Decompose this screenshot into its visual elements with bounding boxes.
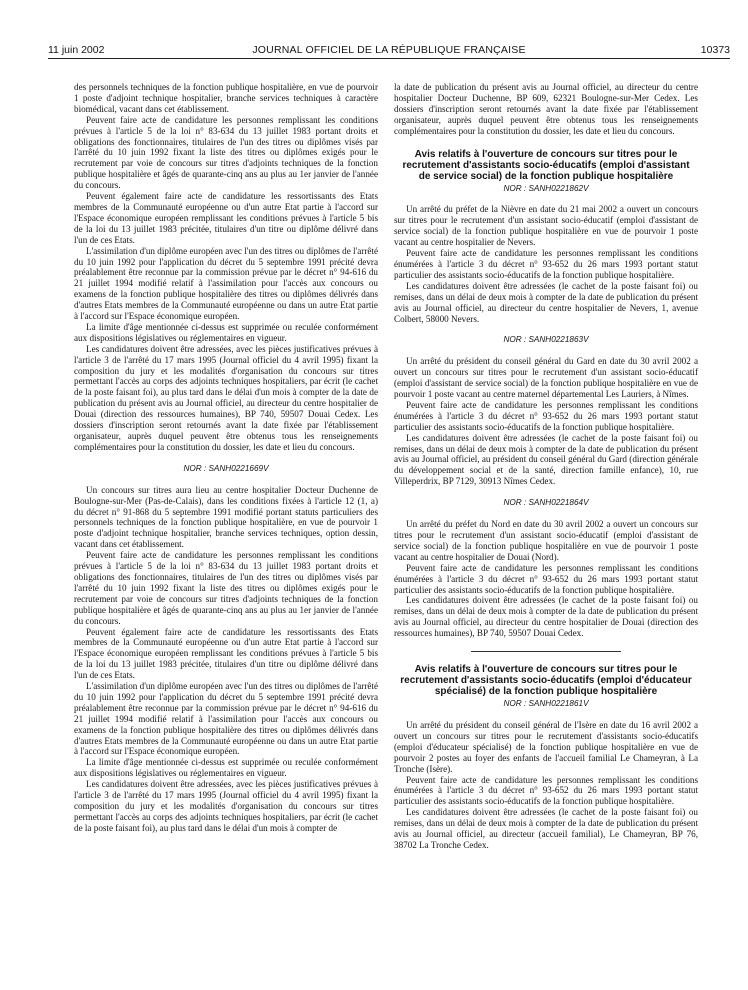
paragraph: Peuvent faire acte de candidature les personnes remplissant les conditions prévues à l'article 5 de la loi n° 83-634 du 13 juillet 1983 portant droits et obligations des fonctionnaires, titulaires de l'un des titres ou diplômes visés par l'arrêté du 10 juin 1992 fixant la liste des titres ou diplômes exigés pour le recrutement par voie de concours sur titres d'adjoints techniques de la fonction publique hospitalière et âgés de quarante-cinq ans au plus au 1er janvier de l'année du concours. <box>74 550 378 626</box>
paragraph: Peuvent également faire acte de candidature les ressortissants des Etats membres de la Communauté européenne ou d'un autre Etat partie à l'accord sur l'Espace économique européen remplissant les conditions prévues à l'article 5 bis de la loi du 13 juillet 1983 précitée, titulaires d'un titre ou diplôme délivré dans l'un de ces Etats. <box>74 191 378 245</box>
paragraph: Peuvent faire acte de candidature les personnes remplissant les conditions énumérées à l'article 3 du décret n° 93-652 du 26 mars 1993 portant statut particulier des assistants socio-éducatifs de la fonction publique hospitalière. <box>394 248 698 280</box>
paragraph: Les candidatures doivent être adressées (le cachet de la poste faisant foi) ou remises, dans un délai de deux mois à compter de la date de publication du présent avis au Journal officiel, au directeur du centre hospitalier de Douai (direction des ressources humaines), BP 740, 59507 Douai Cedex. <box>394 595 698 639</box>
paragraph: La limite d'âge mentionnée ci-dessus est supprimée ou reculée conformément aux dispositions législatives ou réglementaires en vigueur. <box>74 321 378 343</box>
paragraph: L'assimilation d'un diplôme européen avec l'un des titres ou diplômes de l'arrêté du 10 juin 1992 pour l'application du décret du 5 septembre 1991 précité devra préalablement être reconnue par la commission prévue par le décret n° 94-616 du 21 juillet 1994 modifié relatif à l'assimilation pour l'accès aux concours ou examens de la fonction publique hospitalière des titres ou diplômes délivrés dans d'autres Etats membres de la Communauté européenne ou dans un autre Etat partie à l'accord sur l'Espace économique européen. <box>74 681 378 757</box>
nor-reference: NOR : SANH0221861V <box>503 699 589 709</box>
paragraph: Les candidatures doivent être adressées, avec les pièces justificatives prévues à l'article 3 de l'arrêté du 17 mars 1995 (Journal officiel du 4 avril 1995) fixant la composition du jury et les modalités d'organisation du concours sur titres permettant l'accès au corps des adjoints techniques hospitaliers, par écrit (le cachet de la poste faisant foi), au plus tard dans le délai d'un mois à compter de la date de publication du présent avis au Journal officiel, au directeur du centre hospitalier de Douai (direction des ressources humaines), BP 740, 59507 Douai Cedex. Les dossiers d'inscription seront retournés avant la date fixée par l'établissement organisateur, auprès duquel peuvent être obtenus tous les renseignements complémentaires pour la constitution du dossier, les date et lieu du concours. <box>74 343 378 452</box>
paragraph: Les candidatures doivent être adressées (le cachet de la poste faisant foi) ou remises, dans un délai de deux mois à compter de la date de publication du présent avis au Journal officiel, au président du conseil général du Gard (direction générale du développement social et de la santé, direction famille enfance), 10, rue Villeperdrix, BP 7129, 30913 Nîmes Cedex. <box>394 432 698 487</box>
header-rule <box>48 58 730 59</box>
right-column <box>394 82 698 851</box>
paragraph: Peuvent faire acte de candidature les personnes remplissant les conditions énumérées à l'article 3 du décret n° 93-652 du 26 mars 1993 portant statut particulier des assistants socio-éducatifs de la fonction publique hospitalière. <box>394 399 698 432</box>
paragraph: Peuvent faire acte de candidature les personnes remplissant les conditions énumérées à l'article 3 du décret n° 93-652 du 26 mars 1993 portant statut particulier des assistants socio-éducatifs de la fonction publique hospitalière. <box>394 774 698 807</box>
left-column <box>74 82 378 834</box>
paragraph: Les candidatures doivent être adressées (le cachet de la poste faisant foi) ou remises, dans un délai de deux mois à compter de la date de publication du présent avis au Journal officiel, au directeur du centre hospitalier de Nevers, 1, avenue Colbert, 58000 Nevers. <box>394 280 698 324</box>
nor-reference: NOR : SANH0221862V <box>503 183 589 193</box>
paragraph: Un arrêté du préfet de la Nièvre en date du 21 mai 2002 a ouvert un concours sur titres pour le recrutement d'un assistant socio-éducatif (emploi d'assistant de service social) de la fonction publique hospitalière en vue de pourvoir 1 poste vacant au centre hospitalier de Nevers. <box>394 204 698 248</box>
nor-reference: NOR : SANH0221863V <box>503 335 589 345</box>
header-date: 11 juin 2002 <box>48 44 105 56</box>
paragraph: Un arrêté du président du conseil général de l'Isère en date du 16 avril 2002 a ouvert un concours sur titres pour le recrutement d'assistants socio-éducatifs (emploi d'éducateur spécialisé) de la fonction publique hospitalière en vue de pourvoir 2 postes au foyer des enfants de l'accueil familial Le Chameyran, à La Tronche (Isère). <box>394 719 698 774</box>
paragraph: Peuvent faire acte de candidature les personnes remplissant les conditions prévues à l'article 5 de la loi n° 83-634 du 13 juillet 1983 portant droits et obligations des fonctionnaires, titulaires de l'un des titres ou diplômes visés par l'arrêté du 10 juin 1992 fixant la liste des titres ou diplômes exigés pour le recrutement par voie de concours sur titres d'adjoints techniques de la fonction publique hospitalière et âgés de quarante-cinq ans au plus au 1er janvier de l'année du concours. <box>74 114 378 191</box>
paragraph: Un concours sur titres aura lieu au centre hospitalier Docteur Duchenne de Boulogne-sur-Mer (Pas-de-Calais), dans les conditions fixées à l'article 12 (1, a) du décret n° 91-868 du 5 septembre 1991 modifié portant statuts particuliers des personnels techniques de la fonction publique hospitalière, en vue de pourvoir 1 poste d'adjoint technique hospitalier, branche services techniques, option dessin, vacant dans cet établissement. <box>74 484 378 550</box>
paragraph: des personnels techniques de la fonction publique hospitalière, en vue de pourvoir 1 poste d'adjoint technique hospitalier, branche services techniques à caractère biomédical, vacant dans cet établissement. <box>74 82 378 114</box>
header-title: JOURNAL OFFICIEL DE LA RÉPUBLIQUE FRANÇAISE <box>252 44 526 56</box>
paragraph: Peuvent faire acte de candidature les personnes remplissant les conditions énumérées à l'article 3 du décret n° 93-652 du 26 mars 1993 portant statut particulier des assistants socio-éducatifs de la fonction publique hospitalière. <box>394 562 698 595</box>
section-separator <box>471 651 621 652</box>
paragraph: Peuvent également faire acte de candidature les ressortissants des Etats membres de la Communauté européenne ou d'un autre Etat partie à l'accord sur l'Espace économique européen remplissant les conditions prévues à l'article 5 bis de la loi du 13 juillet 1983 précitée, titulaires d'un titre ou diplôme délivré dans l'un de ces Etats. <box>74 626 378 681</box>
section-heading: Avis relatifs à l'ouverture de concours sur titres pour le recrutement d'assistants socio-éducatifs (emploi d'assistant de service social) de la fonction publique hospitalière <box>402 148 690 182</box>
paragraph: Un arrêté du préfet du Nord en date du 30 avril 2002 a ouvert un concours sur titres pour le recrutement d'un assistant socio-éducatif (emploi d'assistant de service social) de la fonction publique hospitalière en vue de pourvoir 1 poste vacant au centre hospitalier de Douai (Nord). <box>394 519 698 562</box>
paragraph: Un arrêté du président du conseil général du Gard en date du 30 avril 2002 a ouvert un concours sur titres pour le recrutement d'un assistant socio-éducatif (emploi d'assistant de service social) de la fonction publique hospitalière en vue de pourvoir 1 poste vacant au centre maternel départemental Les Lauriers, à Nîmes. <box>394 356 698 400</box>
paragraph: Les candidatures doivent être adressées, avec les pièces justificatives prévues à l'article 3 de l'arrêté du 17 mars 1995 (Journal officiel du 4 avril 1995) fixant la composition du jury et les modalités d'organisation du concours sur titres permettant l'accès au corps des adjoints techniques hospitaliers, par écrit (le cachet de la poste faisant foi), au plus tard dans le délai d'un mois à compter de <box>74 779 378 833</box>
paragraph: L'assimilation d'un diplôme européen avec l'un des titres ou diplômes de l'arrêté du 10 juin 1992 pour l'application du décret du 5 septembre 1991 précité devra préalablement être reconnue par la commission prévue par le décret n° 94-616 du 21 juillet 1994 modifié relatif à l'assimilation pour l'accès aux concours ou examens de la fonction publique hospitalière des titres ou diplômes délivrés dans d'autres Etats membres de la Communauté européenne ou dans un autre Etat partie à l'accord sur l'Espace économique européen. <box>74 245 378 322</box>
paragraph: La limite d'âge mentionnée ci-dessus est supprimée ou reculée conformément aux dispositions législatives ou réglementaires en vigueur. <box>74 757 378 779</box>
paragraph: Les candidatures doivent être adressées (le cachet de la poste faisant foi) ou remises, dans un délai de deux mois à compter de la date de publication du présent avis au Journal officiel, au directeur (accueil familial), Le Chameyran, BP 76, 38702 La Tronche Cedex. <box>394 807 698 850</box>
nor-reference: NOR : SANH0221864V <box>503 498 589 508</box>
nor-reference: NOR : SANH0221669V <box>183 463 269 473</box>
header-page-number: 10373 <box>700 44 730 56</box>
section-heading: Avis relatifs à l'ouverture de concours sur titres pour le recrutement d'assistants socio-éducatifs (emploi d'éducateur spécialisé) de la fonction publique hospitalière <box>400 664 692 698</box>
paragraph: la date de publication du présent avis au Journal officiel, au directeur du centre hospitalier Docteur Duchenne, BP 609, 62321 Boulogne-sur-Mer Cedex. Les dossiers d'inscription seront retournés avant la date fixée par l'établissement organisateur, auprès duquel peuvent être obtenus tous les renseignements complémentaires pour la constitution du dossier, les date et lieu du concours. <box>394 82 698 136</box>
